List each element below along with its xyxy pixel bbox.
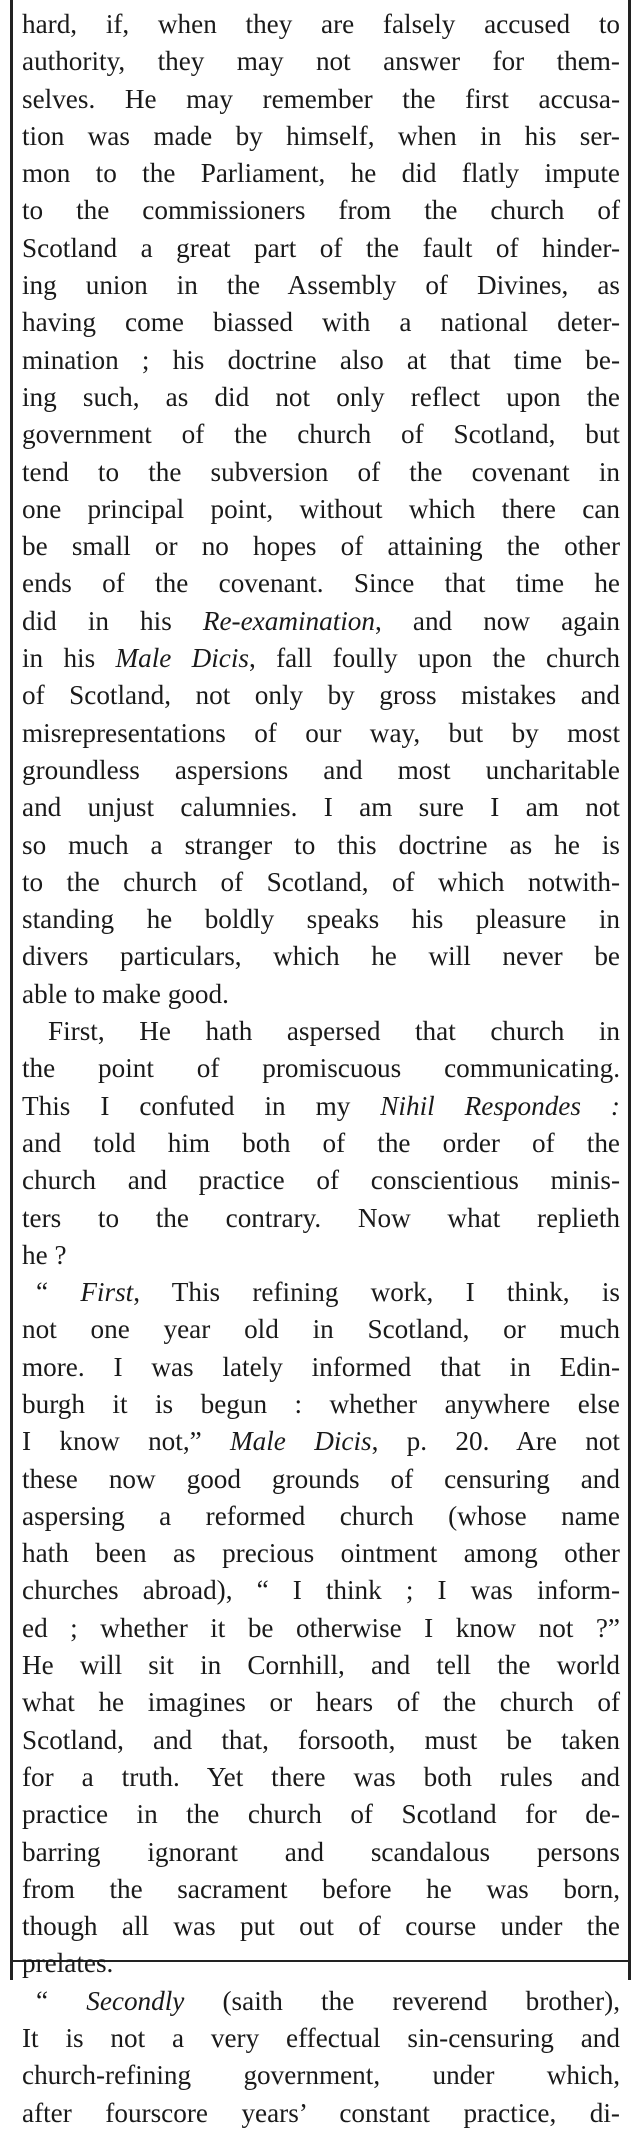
text-line xyxy=(22,640,620,677)
text-segment: , and now again xyxy=(375,605,620,636)
text-segment: “ xyxy=(36,1277,81,1308)
text-line: to the church of Scotland, of which notwith- xyxy=(22,866,620,897)
text-line: be small or no hopes of attaining the other xyxy=(22,531,620,562)
text-line: ing such, as did not only reflect upon the xyxy=(22,381,620,412)
text-line: authority, they may not answer for them- xyxy=(22,46,620,77)
text-line: tend to the subversion of the covenant in xyxy=(22,456,620,487)
text-segment: This I confuted in my xyxy=(22,1090,381,1121)
text-line: and unjust calumnies. I am sure I am not xyxy=(22,792,620,823)
text-column xyxy=(22,6,620,2132)
text-line: practice in the church of Scotland for de- xyxy=(22,1799,620,1830)
right-column-rule xyxy=(628,0,631,1980)
text-line: church-refining government, under which, xyxy=(22,2060,620,2091)
text-line: not one year old in Scotland, or much xyxy=(22,1314,620,1345)
paragraph-start-line xyxy=(22,1274,620,1311)
text-line: one principal point, without which there can xyxy=(22,493,620,524)
text-line: selves. He may remember the first accusa- xyxy=(22,83,620,114)
italic-title: Re-examination xyxy=(202,605,375,636)
text-segment: “ xyxy=(36,1985,87,2016)
text-line: misrepresentations of our way, but by most xyxy=(22,717,620,748)
text-line: of Scotland, not only by gross mistakes and xyxy=(22,680,620,711)
text-line: It is not a very effectual sin-censuring and xyxy=(22,2023,620,2054)
text-line: government of the church of Scotland, but xyxy=(22,419,620,450)
italic-term: First xyxy=(80,1277,134,1308)
text-line: hath been as precious ointment among other xyxy=(22,1538,620,1569)
text-line: so much a stranger to this doctrine as he is xyxy=(22,829,620,860)
text-line: ed ; whether it be otherwise I know not ?” xyxy=(22,1612,620,1643)
text-line: to the commissioners from the church of xyxy=(22,195,620,226)
italic-term: Secondly xyxy=(86,1985,185,2016)
text-segment: , This refining work, I think, is xyxy=(133,1277,620,1308)
text-line: burgh it is begun : whether anywhere else xyxy=(22,1388,620,1419)
text-line: He will sit in Cornhill, and tell the world xyxy=(22,1650,620,1681)
text-line: tion was made by himself, when in his ser- xyxy=(22,120,620,151)
text-line: churches abroad), “ I think ; I was inform- xyxy=(22,1575,620,1606)
text-line: hard, if, when they are falsely accused to xyxy=(22,9,620,39)
text-line: more. I was lately informed that in Edin- xyxy=(22,1351,620,1382)
text-line: ing union in the Assembly of Divines, as xyxy=(22,270,620,301)
paragraph-start-line: First, He hath aspersed that church in xyxy=(48,1016,620,1047)
text-line: ters to the contrary. Now what replieth xyxy=(22,1202,620,1233)
text-segment: I know not,” xyxy=(22,1426,231,1457)
paragraph-end-line: he ? xyxy=(22,1239,67,1270)
italic-title: Nihil Respondes : xyxy=(380,1090,620,1121)
text-line: having come biassed with a national deter- xyxy=(22,307,620,338)
paragraph-end-line: prelates. xyxy=(22,1948,114,1979)
text-line: groundless aspersions and most uncharitable xyxy=(22,754,620,785)
text-segment: did in his xyxy=(22,605,203,636)
left-column-rule xyxy=(10,0,13,1980)
text-line: mon to the Parliament, he did flatly impute xyxy=(22,158,620,189)
italic-title: Male Dicis xyxy=(115,643,250,674)
text-line: after fourscore years’ constant practice, di- xyxy=(22,2097,620,2128)
text-line: from the sacrament before he was born, xyxy=(22,1873,620,1904)
text-segment: in his xyxy=(22,643,116,674)
text-line: the point of promiscuous communicating. xyxy=(22,1053,620,1084)
text-line: ends of the covenant. Since that time he xyxy=(22,568,620,599)
text-line xyxy=(22,603,620,640)
italic-title: Male Dicis xyxy=(230,1426,372,1457)
text-line: and told him both of the order of the xyxy=(22,1127,620,1158)
text-line: for a truth. Yet there was both rules and xyxy=(22,1761,620,1792)
text-line xyxy=(22,1088,620,1125)
text-line: barring ignorant and scandalous persons xyxy=(22,1836,620,1867)
text-line: church and practice of conscientious minis- xyxy=(22,1165,620,1196)
text-line: these now good grounds of censuring and xyxy=(22,1463,620,1494)
text-line: aspersing a reformed church (whose name xyxy=(22,1500,620,1531)
text-line xyxy=(22,1423,620,1460)
text-line: though all was put out of course under the xyxy=(22,1911,620,1942)
text-line: what he imagines or hears of the church of xyxy=(22,1687,620,1718)
text-segment: , p. 20. Are not xyxy=(371,1426,620,1457)
text-line: standing he boldly speaks his pleasure in xyxy=(22,904,620,935)
text-line: divers particulars, which he will never be xyxy=(22,941,620,972)
text-segment: (saith the reverend brother), xyxy=(184,1985,620,2016)
paragraph-end-line: able to make good. xyxy=(22,978,229,1009)
paragraph-start-line xyxy=(22,1983,620,2020)
text-line: Scotland, and that, forsooth, must be taken xyxy=(22,1724,620,1755)
text-line: Scotland a great part of the fault of hinder- xyxy=(22,232,620,263)
text-line: mination ; his doctrine also at that time be- xyxy=(22,344,620,375)
text-segment: , fall foully upon the church xyxy=(249,643,620,674)
